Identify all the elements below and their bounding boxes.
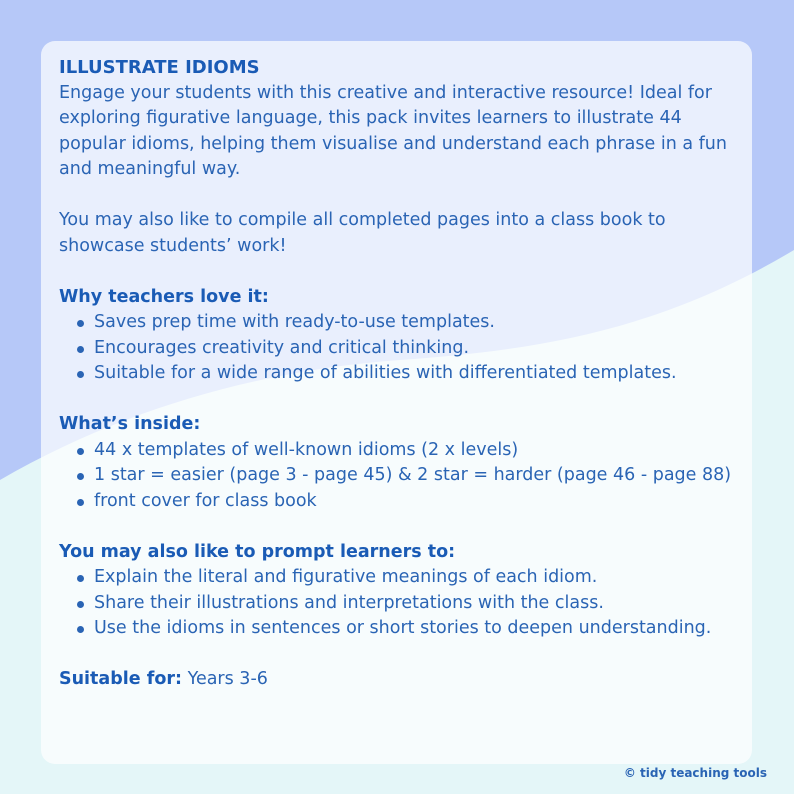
- inside-list: [59, 438, 734, 515]
- product-description-card: [41, 41, 752, 764]
- list-item: Encourages creativity and critical thinking.: [94, 336, 734, 362]
- list-item: Use the idioms in sentences or short stories to deepen understanding.: [94, 616, 734, 642]
- suitable-line: [59, 667, 734, 693]
- list-item: Suitable for a wide range of abilities with differentiated templates.: [94, 361, 734, 387]
- list-item: 1 star = easier (page 3 - page 45) & 2 star = harder (page 46 - page 88): [94, 463, 734, 489]
- why-heading: Why teachers love it:: [59, 286, 269, 307]
- why-list: [59, 310, 734, 387]
- suitable-label: Suitable for:: [59, 669, 182, 689]
- spacer: [59, 642, 734, 668]
- spacer: [59, 514, 734, 540]
- copyright-credit: © tidy teaching tools: [623, 766, 767, 780]
- list-item: Explain the literal and figurative meanings of each idiom.: [94, 565, 734, 591]
- list-item: 44 x templates of well-known idioms (2 x levels): [94, 438, 734, 464]
- prompt-list: [59, 565, 734, 642]
- prompt-heading: You may also like to prompt learners to:: [59, 541, 456, 562]
- spacer: [59, 259, 734, 285]
- compile-note: You may also like to compile all completed pages into a class book to showcase students’ work!: [59, 210, 666, 256]
- suitable-value: Years 3-6: [187, 669, 268, 689]
- spacer: [59, 183, 734, 209]
- spacer: [59, 387, 734, 413]
- page-title: ILLUSTRATE IDIOMS: [59, 57, 260, 78]
- inside-heading: What’s inside:: [59, 414, 201, 434]
- list-item: Share their illustrations and interpretations with the class.: [94, 591, 734, 617]
- intro-paragraph: Engage your students with this creative and interactive resource! Ideal for exploring figurative language, this pack invites learners to illustrate 44 popular idioms, helping them visualise and understand each phrase in a fun and meaningful way.: [59, 82, 727, 179]
- list-item: Saves prep time with ready-to-use templates.: [94, 310, 734, 336]
- list-item: front cover for class book: [94, 489, 734, 515]
